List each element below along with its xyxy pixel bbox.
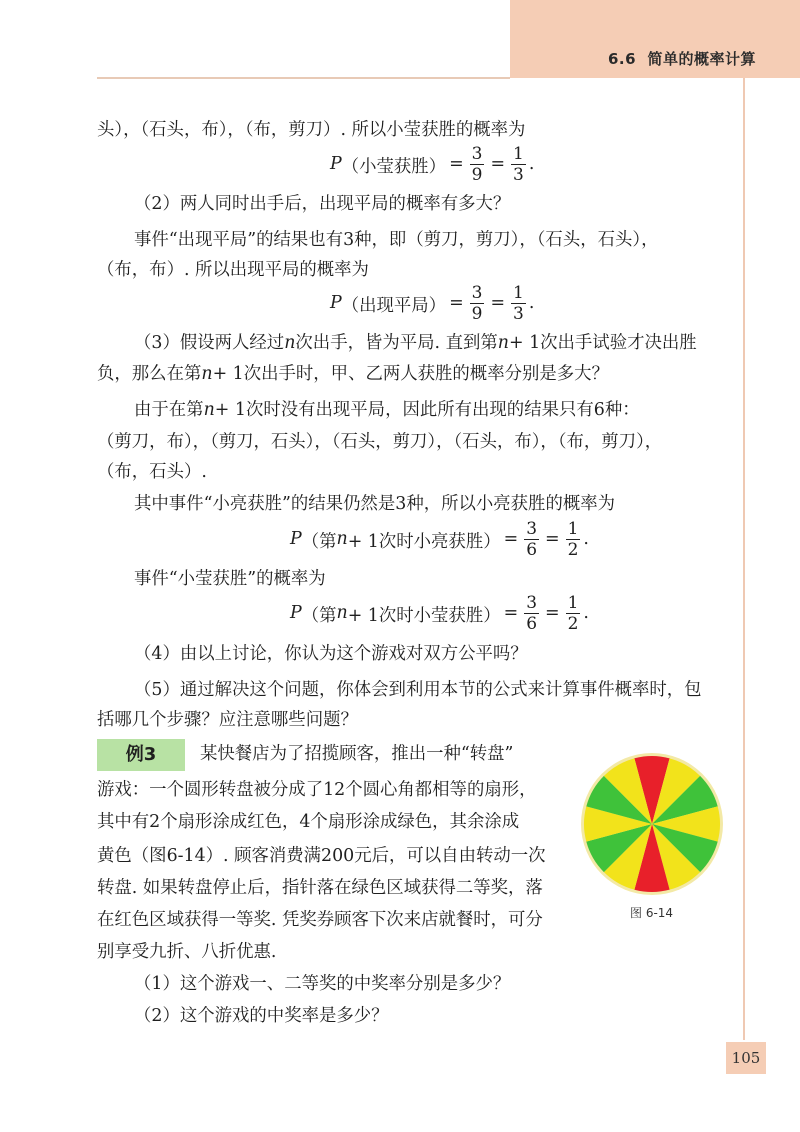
fraction: $\frac{3}{6}$: [526, 518, 538, 560]
text-line: 事件“小莹获胜”的概率为: [134, 569, 326, 589]
equation-3: P （第 n + 1次时小亮获胜） = $\frac{3}{6}$ = $\frac{1}{2}$ .: [290, 518, 589, 560]
event-label: （出现平局）: [341, 295, 447, 316]
section-number: 6.6: [607, 50, 637, 68]
text-line: 在红色区域获得一等奖. 凭奖券顾客下次来店就餐时，可分: [97, 910, 543, 930]
page-number: 105: [726, 1042, 766, 1074]
header-rule: [97, 77, 510, 79]
section-name: 简单的概率计算: [647, 50, 756, 68]
question-4: （4）由以上讨论，你认为这个游戏对双方公平吗？: [134, 644, 528, 664]
prob-symbol: P: [330, 154, 342, 174]
prob-symbol: P: [290, 529, 302, 549]
text-line: 负，那么在第n+ 1次出手时，甲、乙两人获胜的概率分别是多大？: [97, 364, 609, 384]
text-line: 某快餐店为了招揽顾客，推出一种“转盘”: [200, 744, 514, 764]
text-line: （布，布）. 所以出现平局的概率为: [97, 260, 369, 280]
spinner-wheel-figure: [580, 752, 724, 896]
margin-rule: [743, 78, 745, 1040]
text-line: 其中事件“小亮获胜”的结果仍然是3种，所以小亮获胜的概率为: [134, 494, 616, 514]
text-line: 黄色（图6-14）. 顾客消费满200元后，可以自由转动一次: [97, 846, 546, 866]
equation-2: P （出现平局） = $\frac{3}{9}$ = $\frac{1}{3}$ .: [330, 282, 535, 324]
fraction: $\frac{1}{3}$: [513, 282, 524, 324]
equation-4: P （第 n + 1次时小莹获胜） = $\frac{3}{6}$ = $\frac{1}{2}$ .: [290, 592, 589, 634]
header-tab: [510, 0, 800, 78]
event-label: （小莹获胜）: [341, 156, 447, 177]
fraction: $\frac{3}{6}$: [526, 592, 538, 634]
equation-1: P （小莹获胜） = $\frac{3}{9}$ = $\frac{1}{3}$ .: [330, 143, 535, 185]
text-line: 其中有2个扇形涂成红色，4个扇形涂成绿色，其余涂成: [97, 812, 520, 832]
text-line: 游戏：一个圆形转盘被分成了12个圆心角都相等的扇形，: [97, 780, 537, 800]
text-line: （布，石头）.: [97, 462, 207, 482]
fraction: $\frac{3}{9}$: [471, 282, 483, 324]
text-line: 别享受九折、八折优惠.: [97, 942, 277, 962]
question-5: （5）通过解决这个问题，你体会到利用本节的公式来计算事件概率时，包: [134, 680, 702, 700]
figure-caption: 图 6-14: [630, 906, 674, 920]
example-badge: 例3: [97, 739, 185, 771]
fraction: $\frac{3}{9}$: [471, 143, 483, 185]
text-line: 头），（石头，布），（布，剪刀）. 所以小莹获胜的概率为: [97, 120, 526, 140]
text-line: 括哪几个步骤？应注意哪些问题？: [97, 710, 358, 730]
example-question-1: （1）这个游戏一、二等奖的中奖率分别是多少？: [134, 974, 511, 994]
example-question-2: （2）这个游戏的中奖率是多少？: [134, 1006, 389, 1026]
fraction: $\frac{1}{2}$: [567, 592, 579, 634]
text-line: 由于在第n+ 1次时没有出现平局，因此所有出现的结果只有6种：: [134, 400, 640, 420]
section-title: [608, 48, 756, 69]
prob-symbol: P: [330, 293, 342, 313]
question-3: （3）假设两人经过n次出手，皆为平局. 直到第n+ 1次出手试验才决出胜: [134, 333, 697, 353]
wheel-sectors: [584, 756, 720, 892]
text-line: （剪刀，布），（剪刀，石头），（石头，剪刀），（石头，布），（布，剪刀），: [97, 432, 663, 452]
text-line: 事件“出现平局”的结果也有3种，即（剪刀，剪刀），（石头，石头），: [134, 230, 659, 250]
question-2: （2）两人同时出手后，出现平局的概率有多大？: [134, 194, 511, 214]
text-line: 转盘. 如果转盘停止后，指针落在绿色区域获得二等奖，落: [97, 878, 543, 898]
fraction: $\frac{1}{2}$: [567, 518, 579, 560]
fraction: $\frac{1}{3}$: [513, 143, 524, 185]
prob-symbol: P: [290, 603, 302, 623]
